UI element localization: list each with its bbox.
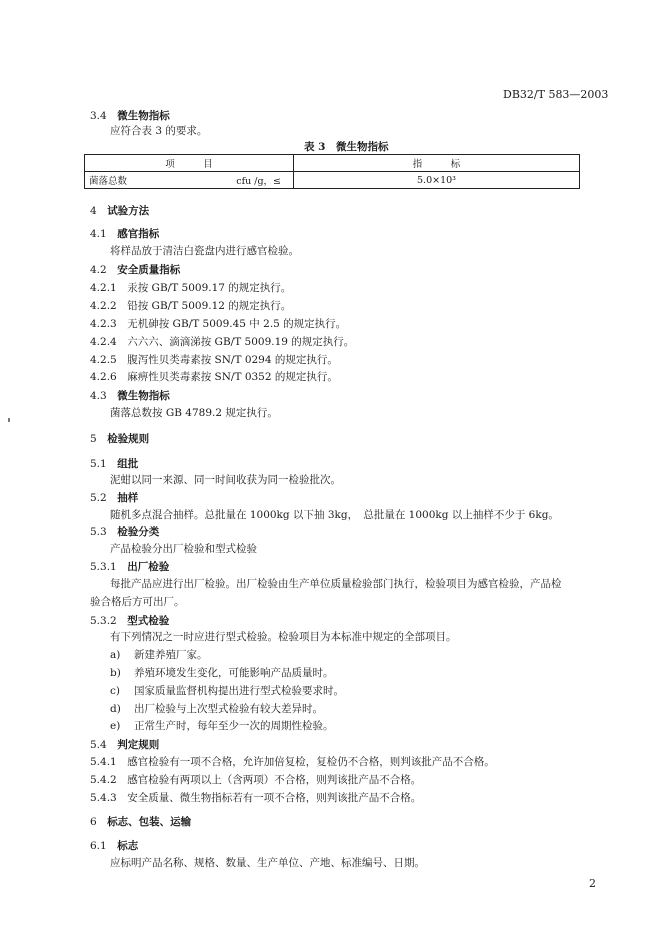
clause-number: 4.2.1: [90, 282, 117, 294]
clause-number: 5.4.2: [90, 774, 117, 786]
list-item-e: [110, 719, 334, 733]
section-5-4-heading: [90, 737, 159, 752]
list-marker: d): [110, 703, 121, 715]
list-text: 出厂检验与上次型式检验有较大差异时。: [134, 703, 323, 715]
clause-text: 麻痹性贝类毒素按 SN/T 0352 的规定执行。: [127, 371, 338, 383]
list-item-d: [110, 702, 323, 716]
section-title: 安全质量指标: [117, 264, 181, 276]
section-number: 5.3: [90, 526, 107, 538]
microbial-table: [84, 154, 580, 189]
section-5-3-body: 产品检验分出厂检验和型式检验: [110, 543, 257, 555]
section-title: 感官指标: [117, 228, 160, 240]
section-number: 4.2: [90, 264, 107, 276]
section-number: 4: [90, 205, 97, 217]
section-5-3-heading: [90, 524, 159, 539]
table-cell-value: 5.0×10³: [294, 172, 580, 189]
table-caption: 表 3 微生物指标: [304, 141, 389, 153]
clause-4-2-5: [90, 353, 338, 367]
clause-number: 4.2.5: [90, 354, 117, 366]
list-text: 国家质量监督机构提出进行型式检验要求时。: [134, 685, 344, 697]
section-6-heading: [90, 814, 191, 829]
clause-4-2-6: [90, 370, 338, 384]
clause-5-4-3: [90, 791, 421, 805]
list-marker: e): [110, 720, 121, 732]
cell-item-unit: cfu /g，≤: [236, 176, 281, 187]
section-4-3-body: 菌落总数按 GB 4789.2 规定执行。: [110, 407, 278, 419]
list-text: 正常生产时，每年至少一次的周期性检验。: [134, 720, 334, 732]
clause-text: 汞按 GB/T 5009.17 的规定执行。: [127, 282, 292, 294]
section-title: 标志、包装、运输: [107, 816, 192, 828]
section-6-1-body: 应标明产品名称、规格、数量、生产单位、产地、标准编号、日期。: [110, 857, 425, 869]
section-title: 微生物指标: [117, 110, 170, 122]
section-title: 组批: [117, 458, 139, 470]
section-title: 检验规则: [107, 433, 150, 445]
section-4-heading: [90, 203, 149, 218]
list-marker: c): [110, 685, 120, 697]
section-5-3-2-body: 有下列情况之一时应进行型式检验。检验项目为本标准中规定的全部项目。: [110, 631, 457, 643]
clause-number: 4.2.2: [90, 300, 117, 312]
section-number: 6: [90, 816, 97, 828]
section-title: 判定规则: [117, 739, 160, 751]
section-5-1-body: 泥蚶以同一来源、同一时间收获为同一检验批次。: [110, 474, 341, 486]
section-number: 5.4: [90, 739, 107, 751]
clause-4-2-4: [90, 335, 354, 349]
section-title: 标志: [117, 840, 139, 852]
section-number: 4.3: [90, 390, 107, 402]
standard-number: DB32/T 583—2003: [503, 88, 609, 101]
section-6-1-heading: [90, 838, 138, 853]
list-item-c: [110, 684, 344, 698]
clause-text: 无机砷按 GB/T 5009.45 中 2.5 的规定执行。: [127, 318, 347, 330]
clause-number: 4.2.6: [90, 371, 117, 383]
clause-text: 感官检验有一项不合格，允许加倍复检，复检仍不合格，则判该批产品不合格。: [127, 756, 495, 768]
clause-text: 腹泻性贝类毒素按 SN/T 0294 的规定执行。: [127, 354, 338, 366]
list-item-b: [110, 666, 334, 680]
section-4-3-heading: [90, 388, 170, 403]
table-header-row: [85, 155, 580, 172]
clause-4-2-2: [90, 299, 291, 313]
clause-text: 感官检验有两项以上（含两项）不合格，则判该批产品不合格。: [127, 774, 422, 786]
clause-4-2-1: [90, 281, 291, 295]
table-row: [85, 172, 580, 189]
section-title: 抽样: [117, 492, 139, 504]
clause-number: 5.4.3: [90, 792, 117, 804]
section-5-3-1-heading: [90, 559, 169, 574]
section-4-2-heading: [90, 262, 180, 277]
section-5-1-heading: [90, 456, 138, 471]
section-number: 6.1: [90, 840, 107, 852]
section-5-3-1-body-line2: 验合格后方可出厂。: [90, 596, 185, 608]
section-number: 4.1: [90, 228, 107, 240]
section-title: 试验方法: [107, 205, 150, 217]
list-item-a: [110, 648, 208, 662]
section-3-4-heading: [90, 108, 170, 123]
section-number: 5.3.2: [90, 615, 117, 627]
section-3-4-body: 应符合表 3 的要求。: [110, 125, 208, 137]
clause-text: 六六六、滴滴涕按 GB/T 5009.19 的规定执行。: [127, 336, 355, 348]
section-4-1-body: 将样品放于清洁白瓷盘内进行感官检验。: [110, 245, 299, 257]
clause-number: 5.4.1: [90, 756, 117, 768]
table-header-value: 指 标: [294, 155, 580, 172]
section-title: 微生物指标: [117, 390, 170, 402]
section-number: 5: [90, 433, 97, 445]
scan-mark: [8, 418, 10, 422]
section-5-2-heading: [90, 490, 138, 505]
section-5-heading: [90, 431, 149, 446]
section-number: 5.2: [90, 492, 107, 504]
list-marker: a): [110, 649, 121, 661]
cell-item-name: 菌落总数: [89, 176, 128, 187]
table-header-item: 项 目: [85, 155, 294, 172]
section-title: 检验分类: [117, 526, 160, 538]
section-title: 型式检验: [127, 615, 170, 627]
table-cell-item: [85, 172, 294, 189]
clause-4-2-3: [90, 317, 346, 331]
section-number: 3.4: [90, 110, 107, 122]
clause-5-4-2: [90, 773, 421, 787]
section-number: 5.3.1: [90, 561, 117, 573]
list-text: 新建养殖厂家。: [134, 649, 208, 661]
clause-text: 铅按 GB/T 5009.12 的规定执行。: [127, 300, 292, 312]
section-4-1-heading: [90, 226, 159, 241]
list-marker: b): [110, 667, 121, 679]
page-number: 2: [589, 877, 596, 890]
section-number: 5.1: [90, 458, 107, 470]
section-5-3-1-body-line1: 每批产品应进行出厂检验。出厂检验由生产单位质量检验部门执行，检验项目为感官检验，产品检: [110, 578, 562, 590]
clause-text: 安全质量、微生物指标若有一项不合格，则判该批产品不合格。: [127, 792, 422, 804]
clause-5-4-1: [90, 755, 495, 769]
list-text: 养殖环境发生变化，可能影响产品质量时。: [134, 667, 334, 679]
section-title: 出厂检验: [127, 561, 170, 573]
clause-number: 4.2.4: [90, 336, 117, 348]
section-5-2-body: 随机多点混合抽样。总批量在 1000kg 以下抽 3kg， 总批量在 1000kg 以上抽样不少于 6kg。: [110, 509, 559, 521]
clause-number: 4.2.3: [90, 318, 117, 330]
section-5-3-2-heading: [90, 613, 169, 628]
